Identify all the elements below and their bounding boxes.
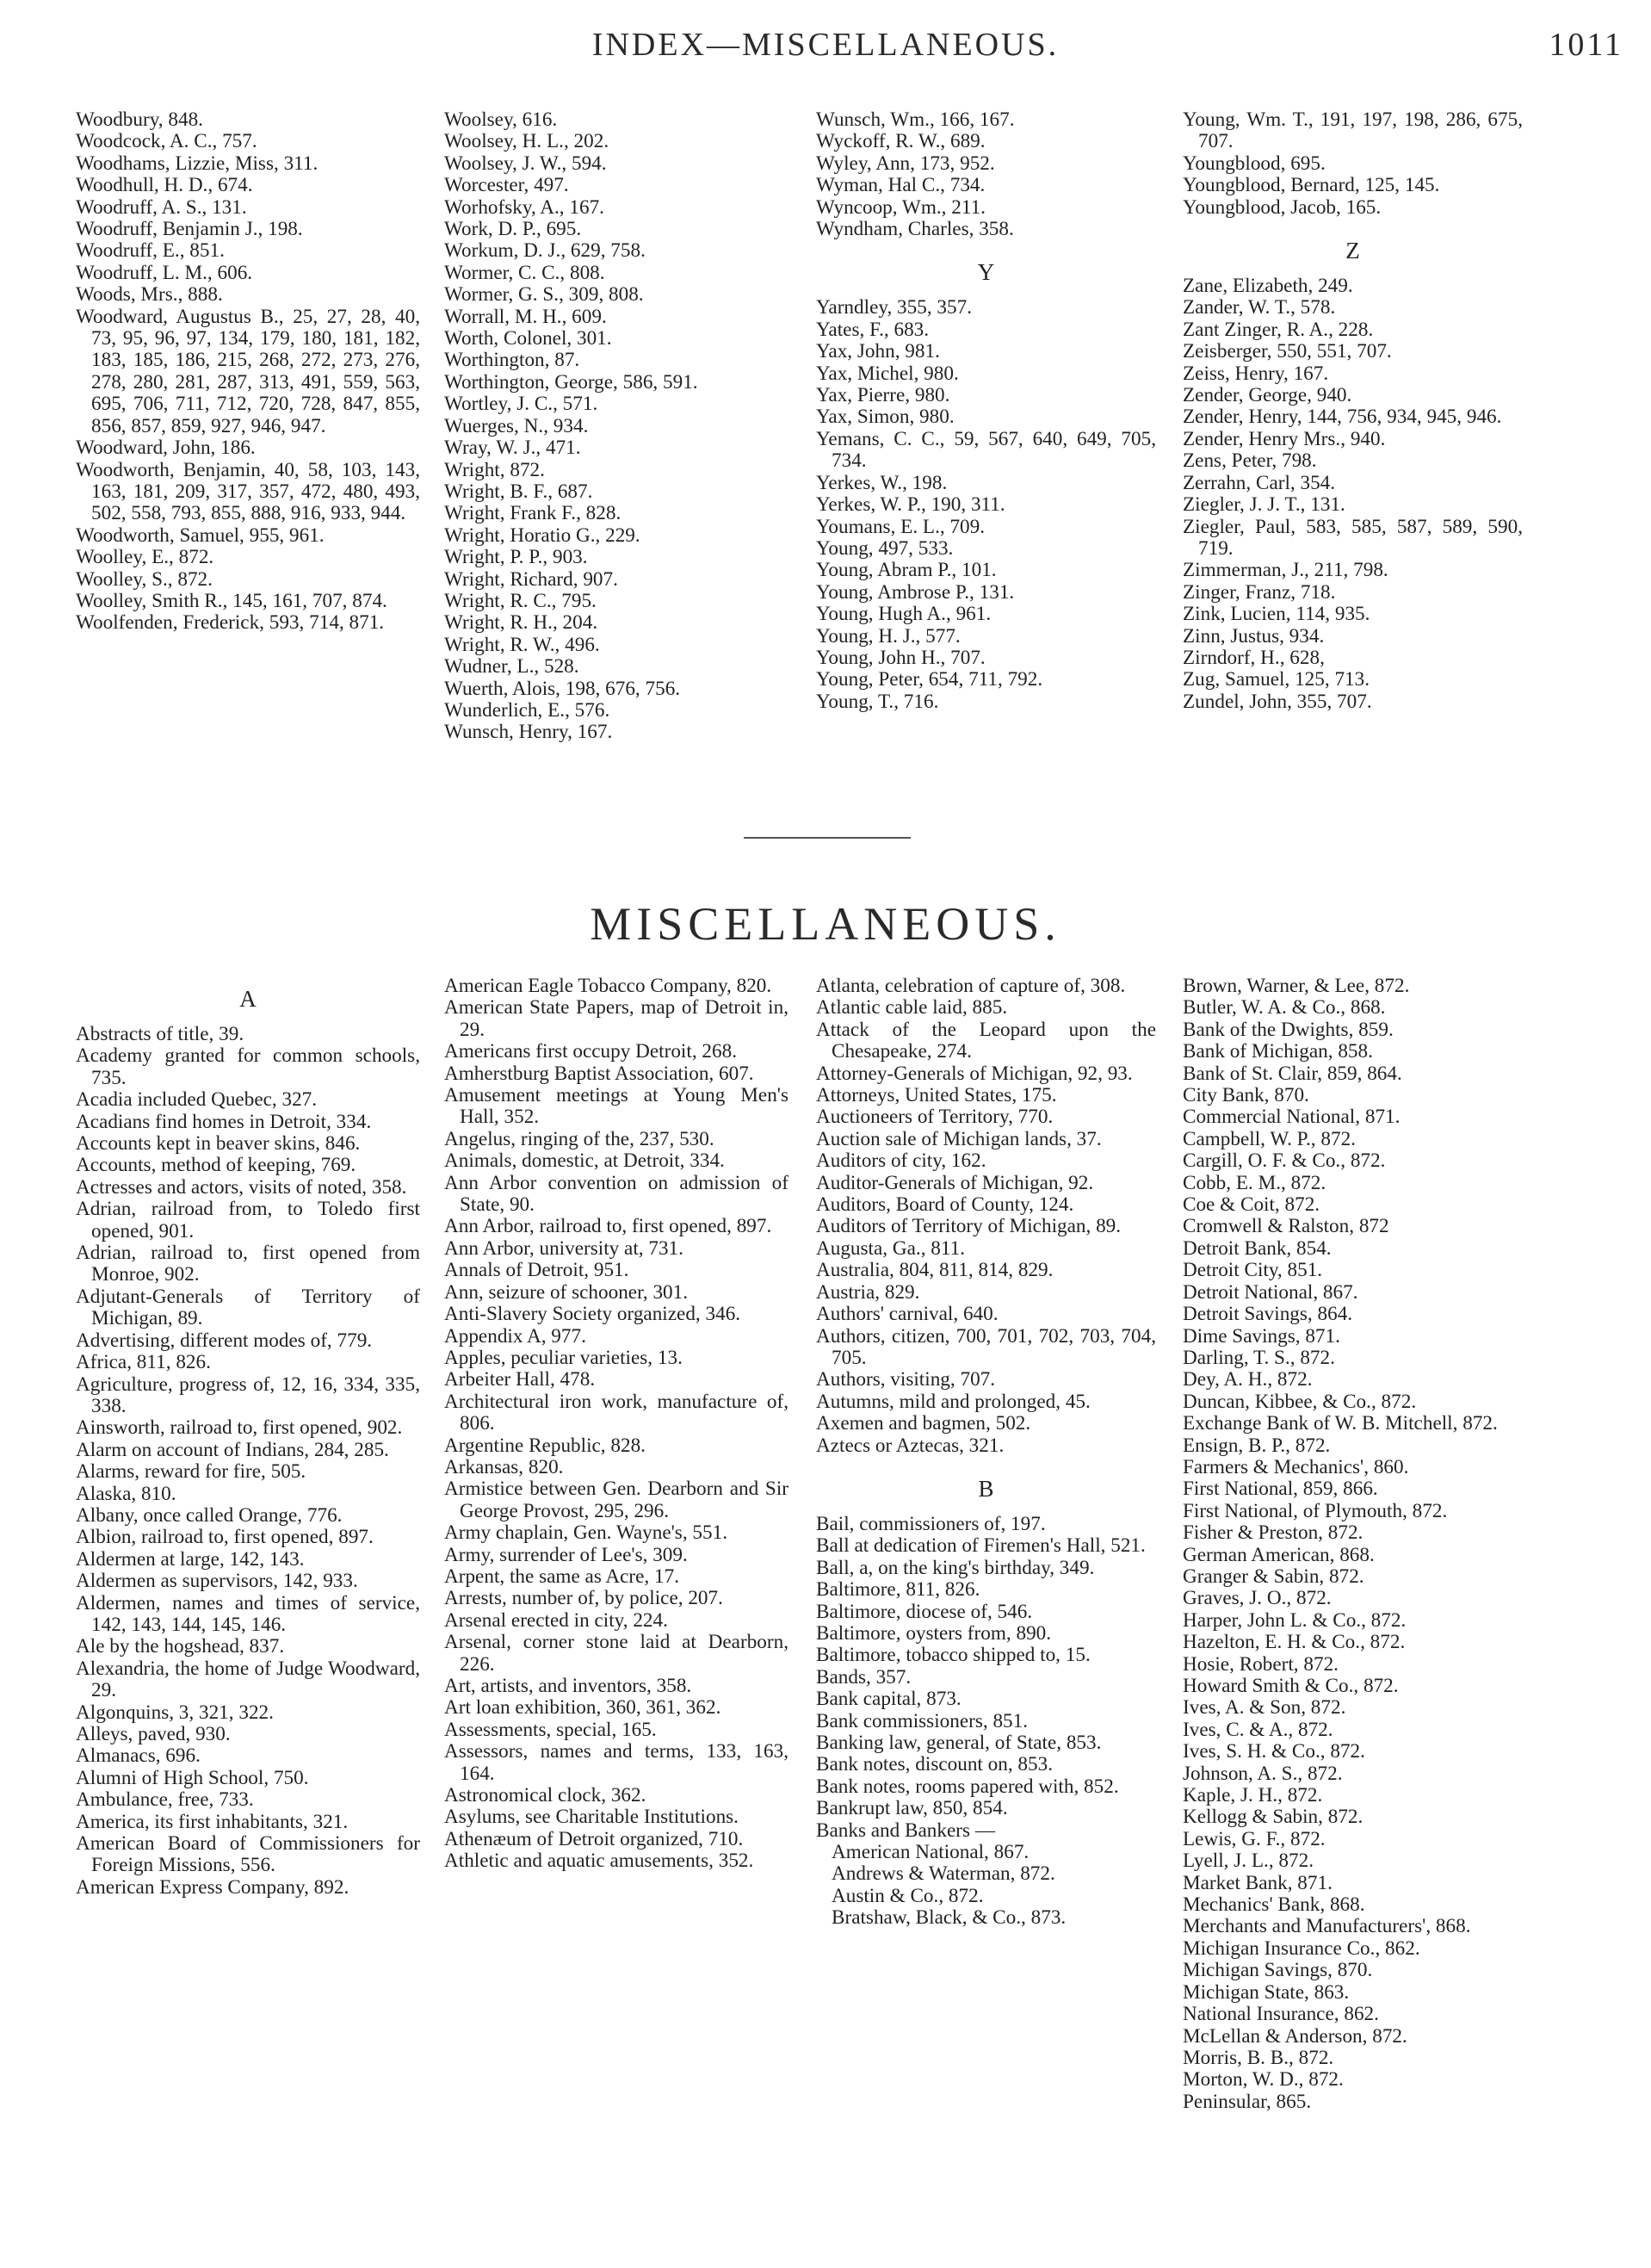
index-entry: Woolley, S., 872. — [76, 567, 213, 591]
index-entry: Atlanta, celebration of capture of, 308. — [816, 975, 1126, 997]
index-entry: Autumns, mild and prolonged, 45. — [816, 1390, 1091, 1413]
index-entry: Yarndley, 355, 357. — [816, 296, 972, 319]
index-entry: Woodworth, Benjamin, 40, 58, 103, 143, 163, 181, 209, 317, 357, 472, 480, 493, 502, 558, 793, 855, 888, 916, 933, 944. — [76, 458, 420, 525]
index-entry: Ives, C. & A., 872. — [1183, 1718, 1333, 1741]
index-entry: Young, Hugh A., 961. — [816, 603, 992, 626]
index-entry: Young, Abram P., 101. — [816, 559, 997, 582]
index-entry: Woodruff, L. M., 606. — [76, 261, 253, 284]
index-entry: Arsenal erected in city, 224. — [444, 1608, 668, 1632]
index-entry: Arrests, number of, by police, 207. — [444, 1587, 723, 1610]
index-entry: Authors' carnival, 640. — [816, 1303, 999, 1326]
index-entry: Woolsey, 616. — [444, 108, 558, 131]
index-entry: Augusta, Ga., 811. — [816, 1236, 966, 1260]
index-entry: Ziegler, J. J. T., 131. — [1183, 493, 1345, 517]
index-entry: Yax, John, 981. — [816, 340, 940, 363]
index-entry: Wormer, G. S., 309, 808. — [444, 283, 644, 307]
index-entry: Worcester, 497. — [444, 174, 569, 197]
index-entry: Wunsch, Wm., 166, 167. — [816, 108, 1015, 131]
misc-column-1 — [76, 976, 420, 1899]
index-entry: Aldermen, names and times of service, 142, 143, 144, 145, 146. — [76, 1591, 420, 1636]
index-entry: Zeiss, Henry, 167. — [1183, 362, 1329, 385]
index-entry: Wudner, L., 528. — [444, 655, 579, 679]
index-entry: Arbeiter Hall, 478. — [444, 1368, 596, 1391]
index-entry: Granger & Sabin, 872. — [1183, 1565, 1364, 1588]
index-entry: Kellogg & Sabin, 872. — [1183, 1806, 1363, 1829]
index-entry: Wright, P. P., 903. — [444, 546, 588, 569]
index-entry: Young, Peter, 654, 711, 792. — [816, 668, 1043, 691]
index-entry: Bank of the Dwights, 859. — [1183, 1018, 1394, 1041]
index-entry: German American, 868. — [1183, 1543, 1375, 1566]
index-entry: Alaska, 810. — [76, 1482, 176, 1505]
index-entry: Adrian, railroad from, to Toledo first opened, 901. — [76, 1198, 420, 1242]
index-entry: Acadia included Quebec, 327. — [76, 1088, 318, 1112]
index-entry: Accounts, method of keeping, 769. — [76, 1154, 356, 1177]
index-entry: Wright, B. F., 687. — [444, 480, 593, 503]
index-entry: Art, artists, and inventors, 358. — [444, 1675, 692, 1697]
index-entry: Harper, John L. & Co., 872. — [1183, 1608, 1407, 1632]
index-entry: Zeisberger, 550, 551, 707. — [1183, 340, 1392, 363]
index-entry: National Insurance, 862. — [1183, 2003, 1379, 2026]
index-entry: Agriculture, progress of, 12, 16, 334, 335, 338. — [76, 1373, 420, 1417]
index-entry: Wright, R. H., 204. — [444, 611, 598, 635]
index-entry: Young, Wm. T., 191, 197, 198, 286, 675, 707. — [1183, 108, 1523, 153]
index-entry: Woodhull, H. D., 674. — [76, 174, 253, 197]
index-entry: Authors, citizen, 700, 701, 702, 703, 704, 705. — [816, 1324, 1156, 1369]
index-entry: Coe & Coit, 872. — [1183, 1193, 1320, 1217]
index-entry: Young, Ambrose P., 131. — [816, 580, 1015, 604]
index-entry: American Eagle Tobacco Company, 820. — [444, 975, 772, 997]
index-entry: Woods, Mrs., 888. — [76, 283, 223, 307]
index-entry: Ann Arbor, railroad to, first opened, 897. — [444, 1215, 772, 1238]
index-column-1 — [76, 109, 420, 635]
index-entry: Bank capital, 873. — [816, 1688, 962, 1711]
index-entry: Wyckoff, R. W., 689. — [816, 130, 986, 153]
index-entry: Americans first occupy Detroit, 268. — [444, 1040, 737, 1063]
index-entry: Woodward, Augustus B., 25, 27, 28, 40, 73, 95, 96, 97, 134, 179, 180, 181, 182, 183, 185, 186, 215, 268, 272, 273, 276, 278, 280, 281, 287, 313, 491, 559, 563, 695, 706, 711, 712, 720, 728, 847, 855, 856, 857, 859, 927, 946, 947. — [76, 305, 420, 437]
index-entry: Advertising, different modes of, 779. — [76, 1329, 373, 1352]
index-entry: Yax, Simon, 980. — [816, 406, 955, 429]
index-entry: Woodbury, 848. — [76, 108, 203, 131]
index-entry: Army chaplain, Gen. Wayne's, 551. — [444, 1521, 728, 1545]
index-subentry: American National, 867. — [832, 1841, 1030, 1864]
index-subentry: Bratshaw, Black, & Co., 873. — [832, 1906, 1067, 1930]
index-entry: Zender, Henry Mrs., 940. — [1183, 427, 1386, 450]
index-entry: Accounts kept in beaver skins, 846. — [76, 1132, 361, 1156]
index-entry: Amherstburg Baptist Association, 607. — [444, 1062, 754, 1085]
index-entry: Bail, commissioners of, 197. — [816, 1512, 1046, 1535]
index-entry: Appendix A, 977. — [444, 1324, 586, 1348]
index-entry: Michigan Insurance Co., 862. — [1183, 1936, 1420, 1960]
misc-column-3 — [816, 976, 1156, 1930]
index-entry: Michigan Savings, 870. — [1183, 1959, 1373, 1982]
index-entry: Academy granted for common schools, 735. — [76, 1044, 420, 1089]
index-entry: Woodruff, E., 851. — [76, 239, 225, 263]
index-entry: Army, surrender of Lee's, 309. — [444, 1543, 688, 1566]
index-entry: Work, D. P., 695. — [444, 218, 582, 241]
index-entry: Butler, W. A. & Co., 868. — [1183, 996, 1386, 1019]
index-entry: Angelus, ringing of the, 237, 530. — [444, 1127, 714, 1150]
index-entry: Wright, R. W., 496. — [444, 633, 600, 656]
index-entry: Zink, Lucien, 114, 935. — [1183, 603, 1370, 626]
index-entry: Detroit Bank, 854. — [1183, 1236, 1332, 1260]
index-entry: Wyley, Ann, 173, 952. — [816, 152, 995, 175]
index-entry: Australia, 804, 811, 814, 829. — [816, 1259, 1054, 1282]
index-entry: Bank commissioners, 851. — [816, 1709, 1029, 1732]
index-entry: Bank of Michigan, 858. — [1183, 1040, 1373, 1063]
index-entry: Wunsch, Henry, 167. — [444, 721, 613, 744]
index-entry: Bands, 357. — [816, 1665, 912, 1689]
index-entry: Armistice between Gen. Dearborn and Sir George Provost, 295, 296. — [444, 1478, 788, 1522]
index-entry: First National, of Plymouth, 872. — [1183, 1499, 1448, 1522]
index-entry: Astronomical clock, 362. — [444, 1784, 646, 1807]
index-entry: Yates, F., 683. — [816, 318, 930, 341]
index-entry: Zender, Henry, 144, 756, 934, 945, 946. — [1183, 406, 1502, 429]
index-entry: American State Papers, map of Detroit in, 29. — [444, 996, 788, 1041]
index-entry: Yerkes, W., 198. — [816, 471, 948, 494]
index-entry: America, its first inhabitants, 321. — [76, 1810, 349, 1833]
index-entry: Arpent, the same as Acre, 17. — [444, 1565, 680, 1588]
index-entry: American Board of Commissioners for Foreign Missions, 556. — [76, 1832, 420, 1877]
index-entry: Arsenal, corner stone laid at Dearborn, 226. — [444, 1631, 788, 1676]
index-entry: Worthington, George, 586, 591. — [444, 370, 698, 393]
index-entry: Banks and Bankers — — [816, 1819, 996, 1842]
index-entry: Wormer, C. C., 808. — [444, 261, 605, 284]
index-entry: Bank notes, rooms papered with, 852. — [816, 1775, 1119, 1798]
index-entry: Ziegler, Paul, 583, 585, 587, 589, 590, 719. — [1183, 515, 1523, 560]
index-entry: Wright, Frank F., 828. — [444, 502, 621, 525]
index-entry: Hazelton, E. H. & Co., 872. — [1183, 1631, 1406, 1654]
index-entry: Annals of Detroit, 951. — [444, 1259, 629, 1282]
index-entry: Zens, Peter, 798. — [1183, 449, 1317, 473]
index-entry: Worth, Colonel, 301. — [444, 327, 612, 350]
index-entry: Woodcock, A. C., 757. — [76, 130, 257, 153]
index-entry: Auditors of Territory of Michigan, 89. — [816, 1215, 1122, 1238]
index-entry: Woodruff, A. S., 131. — [76, 195, 247, 219]
index-entry: Woodruff, Benjamin J., 198. — [76, 218, 303, 241]
index-entry: Worthington, 87. — [444, 349, 580, 372]
index-entry: Auditors of city, 162. — [816, 1149, 986, 1173]
index-entry: Bankrupt law, 850, 854. — [816, 1797, 1008, 1820]
index-entry: Kaple, J. H., 872. — [1183, 1784, 1323, 1807]
index-entry: Woodward, John, 186. — [76, 437, 256, 460]
index-entry: Aztecs or Aztecas, 321. — [816, 1434, 1005, 1457]
page-number: 1011 — [1549, 27, 1623, 63]
index-entry: Algonquins, 3, 321, 322. — [76, 1701, 274, 1724]
index-entry: Baltimore, tobacco shipped to, 15. — [816, 1644, 1091, 1667]
index-entry: Albany, once called Orange, 776. — [76, 1503, 343, 1527]
index-entry: Peninsular, 865. — [1183, 2090, 1312, 2113]
index-entry: Zimmerman, J., 211, 798. — [1183, 559, 1388, 582]
index-subentry: Andrews & Waterman, 872. — [832, 1862, 1055, 1886]
index-entry: Ambulance, free, 733. — [76, 1788, 254, 1812]
index-entry: Attack of the Leopard upon the Chesapeake, 274. — [816, 1018, 1156, 1063]
index-entry: Cobb, E. M., 872. — [1183, 1171, 1326, 1194]
index-entry: Young, T., 716. — [816, 690, 939, 713]
section-title: MISCELLANEOUS. — [590, 898, 1061, 950]
index-entry: Brown, Warner, & Lee, 872. — [1183, 975, 1410, 997]
index-entry: Woodworth, Samuel, 955, 961. — [76, 524, 325, 547]
index-entry: Ball, a, on the king's birthday, 349. — [816, 1556, 1095, 1579]
index-entry: Wuerth, Alois, 198, 676, 756. — [444, 677, 681, 700]
index-entry: Auctioneers of Territory, 770. — [816, 1106, 1054, 1129]
index-entry: Alarms, reward for fire, 505. — [76, 1460, 306, 1484]
index-entry: Authors, visiting, 707. — [816, 1368, 996, 1391]
section-letter: B — [978, 1475, 994, 1502]
index-entry: Adjutant-Generals of Territory of Michigan, 89. — [76, 1285, 420, 1330]
index-subentry: Austin & Co., 872. — [832, 1884, 984, 1907]
index-entry: Worhofsky, A., 167. — [444, 195, 604, 219]
index-entry: Commercial National, 871. — [1183, 1106, 1401, 1129]
index-entry: Actresses and actors, visits of noted, 358. — [76, 1175, 407, 1199]
index-entry: Fisher & Preston, 872. — [1183, 1521, 1363, 1545]
index-entry: Yemans, C. C., 59, 567, 640, 649, 705, 734. — [816, 427, 1156, 473]
index-entry: Exchange Bank of W. B. Mitchell, 872. — [1183, 1412, 1498, 1435]
index-entry: Assessments, special, 165. — [444, 1718, 657, 1741]
index-entry: Yax, Michel, 980. — [816, 362, 959, 385]
index-entry: Auction sale of Michigan lands, 37. — [816, 1127, 1102, 1150]
index-entry: Wyndham, Charles, 358. — [816, 218, 1014, 241]
index-entry: Auditor-Generals of Michigan, 92. — [816, 1171, 1094, 1194]
index-entry: Ann, seizure of schooner, 301. — [444, 1280, 689, 1304]
index-entry: Wright, 872. — [444, 458, 545, 481]
index-entry: Woolsey, H. L., 202. — [444, 130, 609, 153]
index-entry: Campbell, W. P., 872. — [1183, 1127, 1356, 1150]
index-entry: Detroit National, 867. — [1183, 1280, 1358, 1304]
index-entry: Woodhams, Lizzie, Miss, 311. — [76, 152, 318, 175]
index-entry: Mechanics' Bank, 868. — [1183, 1893, 1365, 1917]
index-entry: Argentine Republic, 828. — [444, 1434, 646, 1457]
index-entry: Woolfenden, Frederick, 593, 714, 871. — [76, 611, 385, 635]
index-entry: Ives, A. & Son, 872. — [1183, 1696, 1346, 1720]
index-entry: Merchants and Manufacturers', 868. — [1183, 1915, 1471, 1938]
index-entry: Youngblood, Jacob, 165. — [1183, 195, 1382, 219]
index-entry: Cargill, O. F. & Co., 872. — [1183, 1149, 1386, 1173]
index-entry: Darling, T. S., 872. — [1183, 1346, 1335, 1369]
index-entry: Youngblood, 695. — [1183, 152, 1326, 175]
index-entry: Arkansas, 820. — [444, 1455, 564, 1478]
index-entry: Ale by the hogshead, 837. — [76, 1635, 285, 1658]
index-entry: Wyncoop, Wm., 211. — [816, 195, 986, 219]
index-entry: Woolsey, J. W., 594. — [444, 152, 607, 175]
index-entry: Yerkes, W. P., 190, 311. — [816, 493, 1005, 517]
index-entry: Architectural iron work, manufacture of, 806. — [444, 1390, 788, 1435]
index-entry: Albion, railroad to, first opened, 897. — [76, 1526, 374, 1549]
index-entry: Bank notes, discount on, 853. — [816, 1753, 1054, 1776]
index-entry: Alleys, paved, 930. — [76, 1723, 231, 1745]
index-entry: Ball at dedication of Firemen's Hall, 521. — [816, 1534, 1146, 1558]
index-entry: Asylums, see Charitable Institutions. — [444, 1806, 739, 1829]
running-title: INDEX—MISCELLANEOUS. — [591, 27, 1060, 63]
index-entry: Adrian, railroad to, first opened from Monroe, 902. — [76, 1242, 420, 1286]
index-entry: Zirndorf, H., 628, — [1183, 646, 1325, 669]
index-entry: Michigan State, 863. — [1183, 1980, 1350, 2004]
index-entry: Auditors, Board of County, 124. — [816, 1193, 1074, 1217]
index-entry: Young, 497, 533. — [816, 536, 954, 560]
index-entry: Austria, 829. — [816, 1280, 920, 1304]
index-entry: Art loan exhibition, 360, 361, 362. — [444, 1696, 721, 1720]
index-entry: Baltimore, 811, 826. — [816, 1578, 980, 1602]
index-entry: Ann Arbor, university at, 731. — [444, 1236, 683, 1260]
index-entry: Amusement meetings at Young Men's Hall, 352. — [444, 1084, 788, 1129]
index-entry: Woolley, Smith R., 145, 161, 707, 874. — [76, 589, 387, 612]
index-entry: Detroit Savings, 864. — [1183, 1303, 1353, 1326]
misc-column-2 — [444, 976, 788, 1873]
index-entry: First National, 859, 866. — [1183, 1478, 1378, 1501]
index-entry: Wyman, Hal C., 734. — [816, 174, 986, 197]
index-entry: Graves, J. O., 872. — [1183, 1587, 1332, 1610]
section-letter: A — [239, 986, 257, 1012]
running-head — [0, 26, 1651, 77]
index-entry: Youmans, E. L., 709. — [816, 515, 986, 538]
index-entry: Dime Savings, 871. — [1183, 1324, 1340, 1348]
index-entry: Attorneys, United States, 175. — [816, 1084, 1057, 1107]
index-entry: Attorney-Generals of Michigan, 92, 93. — [816, 1062, 1133, 1085]
index-entry: Ensign, B. P., 872. — [1183, 1434, 1331, 1457]
index-entry: Zinger, Franz, 718. — [1183, 580, 1336, 604]
index-entry: Zane, Elizabeth, 249. — [1183, 275, 1353, 298]
index-entry: Wright, Richard, 907. — [444, 567, 618, 591]
index-entry: Young, H. J., 577. — [816, 624, 961, 648]
index-entry: Apples, peculiar varieties, 13. — [444, 1346, 683, 1369]
section-divider-rule — [744, 837, 911, 839]
index-entry: Alumni of High School, 750. — [76, 1766, 309, 1789]
index-entry: Anti-Slavery Society organized, 346. — [444, 1303, 741, 1326]
index-entry: Axemen and bagmen, 502. — [816, 1412, 1031, 1435]
index-entry: Wuerges, N., 934. — [444, 414, 589, 437]
index-entry: Athenæum of Detroit organized, 710. — [444, 1827, 744, 1850]
index-entry: Youngblood, Bernard, 125, 145. — [1183, 174, 1440, 197]
index-entry: Africa, 811, 826. — [76, 1351, 211, 1374]
index-entry: Bank of St. Clair, 859, 864. — [1183, 1062, 1402, 1085]
index-entry: Zender, George, 940. — [1183, 384, 1352, 407]
index-entry: Athletic and aquatic amusements, 352. — [444, 1850, 754, 1873]
index-entry: Zundel, John, 355, 707. — [1183, 690, 1372, 713]
section-letter: Y — [977, 259, 995, 286]
index-entry: Worrall, M. H., 609. — [444, 305, 607, 328]
index-entry: Duncan, Kibbee, & Co., 872. — [1183, 1390, 1417, 1413]
index-entry: Abstracts of title, 39. — [76, 1023, 244, 1045]
index-entry: Aldermen as supervisors, 142, 933. — [76, 1570, 358, 1593]
misc-column-4 — [1183, 976, 1523, 2113]
index-entry: Banking law, general, of State, 853. — [816, 1732, 1102, 1754]
index-entry: Animals, domestic, at Detroit, 334. — [444, 1149, 725, 1173]
index-entry: Woolley, E., 872. — [76, 546, 214, 569]
index-entry: Zug, Samuel, 125, 713. — [1183, 668, 1370, 691]
index-entry: Zander, W. T., 578. — [1183, 296, 1336, 319]
index-entry: Wortley, J. C., 571. — [444, 393, 598, 416]
section-letter: Z — [1345, 238, 1360, 264]
index-entry: Zerrahn, Carl, 354. — [1183, 471, 1336, 494]
index-entry: Dey, A. H., 872. — [1183, 1368, 1313, 1391]
index-entry: Wray, W. J., 471. — [444, 437, 581, 460]
index-entry: Baltimore, oysters from, 890. — [816, 1621, 1052, 1645]
index-entry: Lyell, J. L., 872. — [1183, 1850, 1314, 1873]
index-column-4 — [1183, 109, 1523, 713]
index-entry: Baltimore, diocese of, 546. — [816, 1600, 1033, 1623]
index-entry: Wright, R. C., 795. — [444, 589, 597, 612]
index-entry: Assessors, names and terms, 133, 163, 164. — [444, 1740, 788, 1785]
index-entry: Ann Arbor convention on admission of State, 90. — [444, 1171, 788, 1217]
index-entry: Wright, Horatio G., 229. — [444, 524, 640, 547]
index-entry: Alexandria, the home of Judge Woodward, 29. — [76, 1657, 420, 1702]
index-entry: McLellan & Anderson, 872. — [1183, 2024, 1407, 2048]
index-column-2 — [444, 109, 788, 744]
index-entry: Johnson, A. S., 872. — [1183, 1762, 1343, 1785]
index-column-3 — [816, 109, 1156, 713]
index-entry: Lewis, G. F., 872. — [1183, 1827, 1326, 1850]
index-entry: Howard Smith & Co., 872. — [1183, 1675, 1399, 1697]
index-entry: American Express Company, 892. — [76, 1875, 349, 1899]
index-entry: Morton, W. D., 872. — [1183, 2068, 1344, 2091]
index-entry: Atlantic cable laid, 885. — [816, 996, 1008, 1019]
index-entry: Yax, Pierre, 980. — [816, 384, 950, 407]
index-entry: Ives, S. H. & Co., 872. — [1183, 1740, 1365, 1763]
index-entry: Cromwell & Ralston, 872 — [1183, 1215, 1389, 1238]
index-entry: Wunderlich, E., 576. — [444, 698, 610, 722]
index-entry: Hosie, Robert, 872. — [1183, 1652, 1339, 1676]
index-entry: Aldermen at large, 142, 143. — [76, 1547, 305, 1571]
index-entry: City Bank, 870. — [1183, 1084, 1309, 1107]
index-entry: Young, John H., 707. — [816, 646, 986, 669]
index-entry: Morris, B. B., 872. — [1183, 2046, 1334, 2069]
index-entry: Almanacs, 696. — [76, 1744, 201, 1768]
index-entry: Detroit City, 851. — [1183, 1259, 1323, 1282]
index-entry: Workum, D. J., 629, 758. — [444, 239, 646, 263]
index-entry: Acadians find homes in Detroit, 334. — [76, 1110, 372, 1133]
index-entry: Market Bank, 871. — [1183, 1871, 1333, 1894]
index-entry: Farmers & Mechanics', 860. — [1183, 1455, 1409, 1478]
index-entry: Alarm on account of Indians, 284, 285. — [76, 1438, 389, 1461]
index-entry: Ainsworth, railroad to, first opened, 902. — [76, 1416, 403, 1440]
index-entry: Zinn, Justus, 934. — [1183, 624, 1325, 648]
index-entry: Zant Zinger, R. A., 228. — [1183, 318, 1374, 341]
